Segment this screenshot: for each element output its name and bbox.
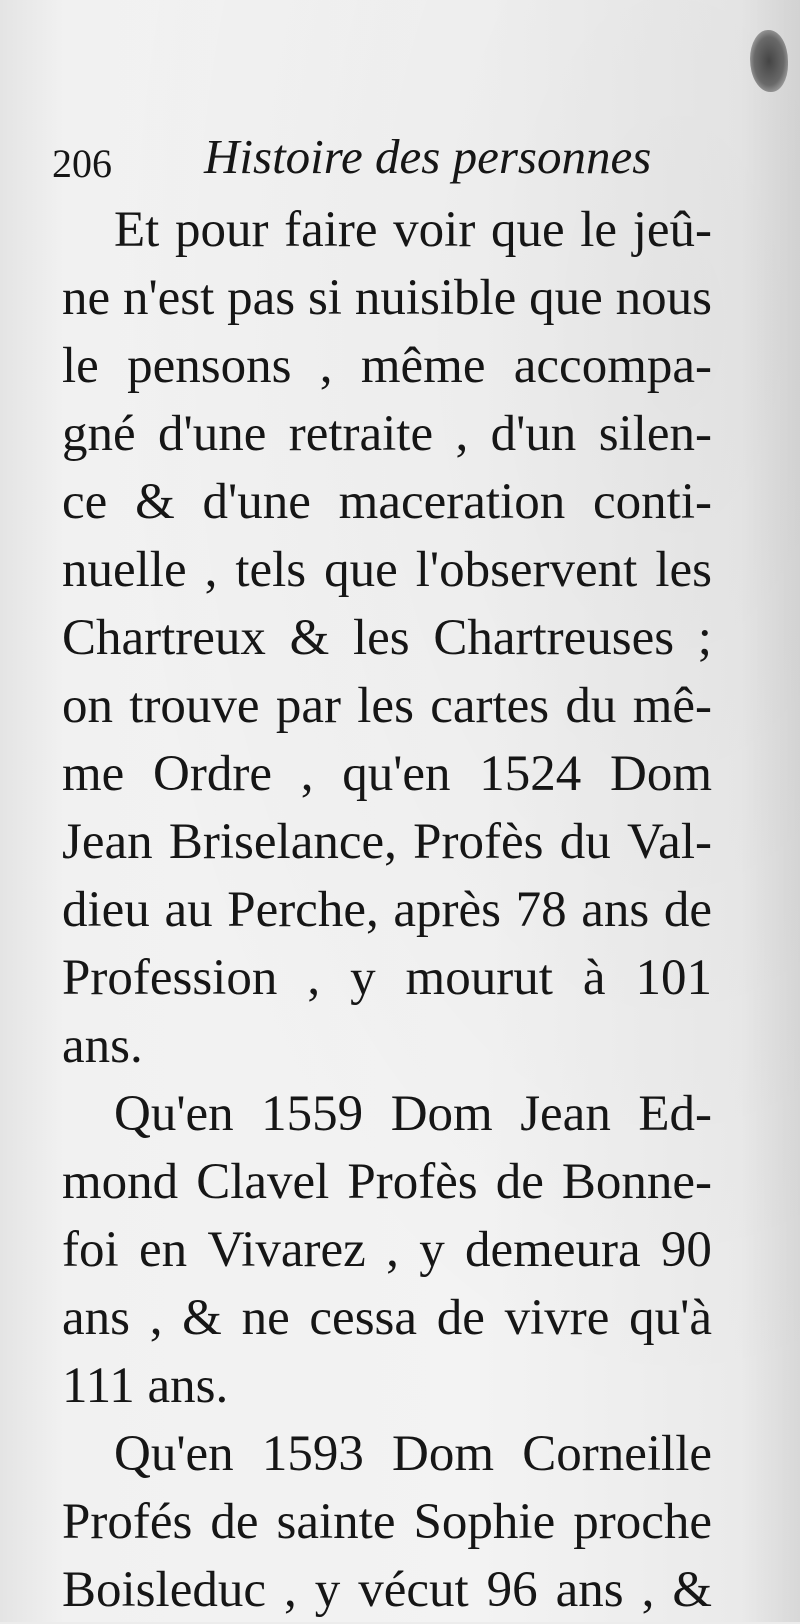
word: Ed-: [638, 1086, 712, 1142]
word: tels: [235, 542, 307, 598]
word: Sophie: [413, 1494, 556, 1550]
word: Corneille: [522, 1426, 712, 1482]
word: par: [275, 678, 341, 734]
word: Briselance,: [168, 814, 397, 870]
word: sainte: [276, 1494, 396, 1550]
word: y: [350, 950, 376, 1006]
word: de: [210, 1494, 259, 1550]
word: que: [529, 270, 603, 326]
page-edge-shadow: [740, 0, 800, 1622]
word: Bonne-: [561, 1154, 712, 1210]
word: conti-: [593, 474, 712, 530]
word: Qu'en: [114, 1086, 234, 1142]
word: ce: [62, 474, 108, 530]
word: ,: [204, 542, 218, 598]
word: Profés: [62, 1494, 193, 1550]
word: même: [360, 338, 486, 394]
ink-stain: [750, 30, 788, 92]
word: Profès: [413, 814, 544, 870]
word: ans: [555, 1562, 624, 1618]
text-line: [62, 876, 712, 944]
page-number: 206: [52, 141, 112, 186]
word: en: [138, 1222, 188, 1278]
word: Jean: [62, 814, 153, 870]
word: n'est: [122, 270, 215, 326]
text-line: [62, 740, 712, 808]
word: Perche,: [227, 882, 379, 938]
text-line: [62, 332, 712, 400]
word: nuisible: [354, 270, 517, 326]
word: Dom: [610, 746, 712, 802]
text-line: [62, 400, 712, 468]
word: les: [655, 542, 712, 598]
word: Chartreuses: [433, 610, 675, 666]
word: qu'en: [342, 746, 451, 802]
word: au: [164, 882, 213, 938]
word: cartes: [430, 678, 550, 734]
word: les: [352, 610, 410, 666]
word: après: [393, 882, 501, 938]
word: mourut: [405, 950, 553, 1006]
text-line: [62, 1556, 712, 1624]
word: 1559: [261, 1086, 364, 1142]
text-line: ans.: [62, 1018, 143, 1074]
word: Val-: [627, 814, 712, 870]
text-line: [62, 1420, 712, 1488]
word: d'une: [202, 474, 311, 530]
word: silen-: [598, 406, 712, 462]
word: jeû-: [632, 202, 712, 258]
word: Boisleduc: [62, 1562, 266, 1618]
text-line: [62, 1080, 712, 1148]
word: ;: [697, 610, 712, 666]
text-line: [62, 672, 712, 740]
word: vivre: [504, 1290, 610, 1346]
word: de: [495, 1154, 544, 1210]
word: proche: [573, 1494, 712, 1550]
word: Vivarez: [207, 1222, 366, 1278]
word: trouve: [129, 678, 260, 734]
word: de: [663, 882, 712, 938]
word: 90: [660, 1222, 712, 1278]
word: y: [419, 1222, 445, 1278]
text-line: [62, 1148, 712, 1216]
word: mond: [62, 1154, 179, 1210]
page-header: [52, 128, 772, 188]
text-line: [62, 264, 712, 332]
word: &: [672, 1562, 712, 1618]
word: d'une: [158, 406, 267, 462]
word: Qu'en: [114, 1426, 234, 1482]
word: Et: [114, 202, 160, 258]
word: que: [324, 542, 398, 598]
word: qu'à: [629, 1290, 712, 1346]
word: ,: [455, 406, 469, 462]
word: cessa: [309, 1290, 418, 1346]
word: y: [314, 1562, 341, 1618]
text-line: [62, 536, 712, 604]
word: ,: [300, 746, 314, 802]
word: Profès: [347, 1154, 478, 1210]
word: 96: [486, 1562, 538, 1618]
word: du: [565, 678, 617, 734]
word: ans: [62, 1290, 130, 1346]
word: dieu: [62, 882, 150, 938]
word: ,: [149, 1290, 163, 1346]
word: Chartreux: [62, 610, 266, 666]
word: maceration: [338, 474, 566, 530]
word: 1524: [479, 746, 582, 802]
word: ,: [307, 950, 321, 1006]
text-line: [62, 1216, 712, 1284]
word: de: [436, 1290, 485, 1346]
word: nous: [615, 270, 712, 326]
word: vécut: [358, 1562, 469, 1618]
word: les: [357, 678, 414, 734]
word: foi: [62, 1222, 119, 1278]
word: ne: [62, 270, 111, 326]
word: Dom: [392, 1426, 495, 1482]
word: accompa-: [513, 338, 712, 394]
word: ans: [581, 882, 650, 938]
text-line: [62, 808, 712, 876]
word: pensons: [127, 338, 292, 394]
word: 78: [515, 882, 567, 938]
word: ,: [386, 1222, 399, 1278]
word: du: [559, 814, 611, 870]
word: si: [307, 270, 342, 326]
word: d'un: [490, 406, 577, 462]
word: Clavel: [196, 1154, 330, 1210]
word: ne: [241, 1290, 290, 1346]
word: Profession: [62, 950, 278, 1006]
word: à: [582, 950, 606, 1006]
text-line: [62, 604, 712, 672]
running-title: Histoire des personnes: [204, 129, 652, 184]
word: l'observent: [415, 542, 638, 598]
word: nuelle: [62, 542, 187, 598]
word: que: [490, 202, 565, 258]
text-line: 111 ans.: [62, 1358, 229, 1414]
word: pas: [227, 270, 296, 326]
text-line: [62, 944, 712, 1012]
body-text: [62, 196, 712, 1624]
word: voir: [393, 202, 476, 258]
word: Dom: [390, 1086, 493, 1142]
word: 1593: [261, 1426, 364, 1482]
text-line: [62, 1284, 712, 1352]
word: &: [135, 474, 175, 530]
word: retraite: [288, 406, 434, 462]
word: Jean: [520, 1086, 611, 1142]
word: &: [182, 1290, 222, 1346]
word: me: [62, 746, 125, 802]
word: pour: [174, 202, 269, 258]
word: ,: [641, 1562, 655, 1618]
word: ,: [283, 1562, 297, 1618]
word: 101: [635, 950, 712, 1006]
word: &: [289, 610, 330, 666]
word: ,: [319, 338, 333, 394]
word: le: [62, 338, 99, 394]
word: gné: [62, 406, 136, 462]
word: demeura: [465, 1222, 641, 1278]
word: le: [580, 202, 618, 258]
word: mê-: [632, 678, 712, 734]
text-line: [62, 468, 712, 536]
text-line: [62, 196, 712, 264]
word: on: [62, 678, 113, 734]
word: faire: [284, 202, 378, 258]
text-line: [62, 1488, 712, 1556]
word: Ordre: [153, 746, 272, 802]
